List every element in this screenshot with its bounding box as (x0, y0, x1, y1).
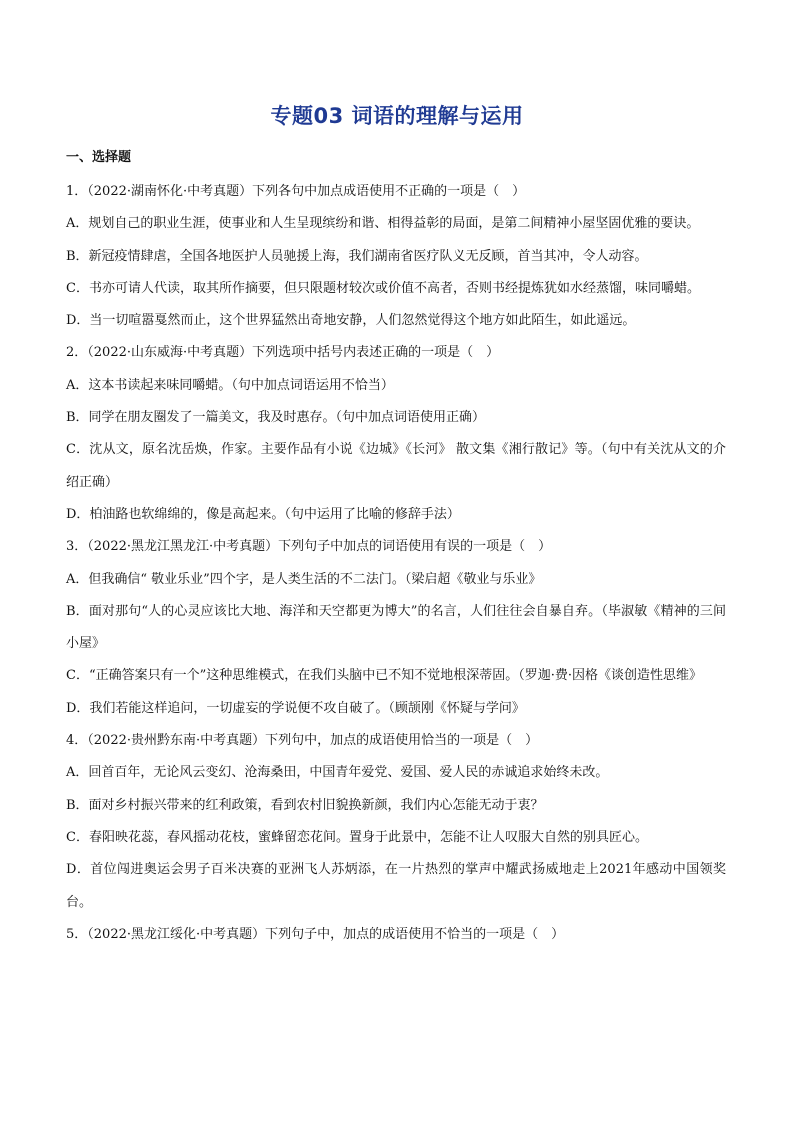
section-heading: 一、选择题 (66, 150, 132, 165)
question-2-option-b: B．同学在朋友圈发了一篇美文，我及时惠存。（句中加点词语使用正确） (66, 410, 486, 426)
question-5-stem: 5．（2022·黑龙江绥化·中考真题）下列句子中，加点的成语使用不恰当的一项是（ ） (66, 926, 565, 942)
page-title: 专题03 词语的理解与运用 (270, 104, 524, 128)
question-4-option-a: A．回首百年，无论风云变幻、沧海桑田，中国青年爱党、爱国、爱人民的赤诚追求始终未改。 (66, 765, 609, 781)
question-2-option-d: D．柏油路也软绵绵的，像是高起来。（句中运用了比喻的修辞手法） (66, 506, 460, 522)
question-2-stem: 2．（2022·山东威海·中考真题）下列选项中括号内表述正确的一项是（ ） (66, 345, 500, 361)
question-4-stem: 4．（2022·贵州黔东南·中考真题）下列句中，加点的成语使用恰当的一项是（ ） (66, 733, 539, 749)
question-1-stem: 1．（2022·湖南怀化·中考真题）下列各句中加点成语使用不正确的一项是（ ） (66, 184, 526, 199)
question-2-option-c: C．沈从文，原名沈岳焕，作家。主要作品有小说《边城》《长河》 散文集《湘行散记》等。（句中有关沈从文的介绍正确） (66, 442, 726, 490)
question-3-option-d: D．我们若能这样追问，一切虚妄的学说便不攻自破了。（顾颉刚《怀疑与学问》 (66, 700, 525, 716)
question-4-option-b: B．面对乡村振兴带来的红利政策，看到农村旧貌换新颜，我们内心怎能无动于衷？ (66, 797, 544, 813)
question-1-option-b: B．新冠疫情肆虐，全国各地医护人员驰援上海，我们湖南省医疗队义无反顾，首当其冲，令人动容。 (66, 248, 648, 264)
question-3-stem: 3．（2022·黑龙江黑龙江·中考真题）下列句子中加点的词语使用有误的一项是（ ） (66, 539, 552, 555)
question-3-option-c: C．“正确答案只有一个”这种思维模式，在我们头脑中已不知不觉地根深蒂固。（罗迦·费·因格《谈创造性思维》 (66, 668, 703, 684)
question-4-option-d: D．首位闯进奥运会男子百米决赛的亚洲飞人苏炳添，在一片热烈的掌声中耀武扬威地走上2021年感动中国领奖台。 (66, 862, 726, 910)
question-4-option-c: C．春阳映花蕊，春风摇动花枝，蜜蜂留恋花间。置身于此景中，怎能不让人叹服大自然的别具匠心。 (66, 829, 648, 845)
question-3-option-a: A．但我确信“ 敬业乐业”四个字，是人类生活的不二法门。（梁启超《敬业与乐业》 (66, 571, 542, 587)
question-list (66, 176, 726, 951)
question-1-option-c: C．书亦可请人代读，取其所作摘要，但只限题材较次或价值不高者，否则书经提炼犹如水经蒸馏，味同嚼蜡。 (66, 280, 700, 296)
question-2-option-a: A．这本书读起来味同嚼蜡。（句中加点词语运用不恰当） (66, 377, 394, 393)
question-1-option-a: A．规划自己的职业生涯，使事业和人生呈现缤纷和谐、相得益彰的局面，是第二间精神小屋坚固优雅的要诀。 (66, 216, 700, 232)
question-1-option-d: D．当一切喧嚣戛然而止，这个世界猛然出奇地安静，人们忽然觉得这个地方如此陌生，如此遥远。 (66, 313, 636, 329)
question-3-option-b: B．面对那句“人的心灵应该比大地、海洋和天空都更为博大”的名言，人们往往会自暴自弃。（毕淑敏《精神的三间小屋》 (66, 603, 726, 652)
